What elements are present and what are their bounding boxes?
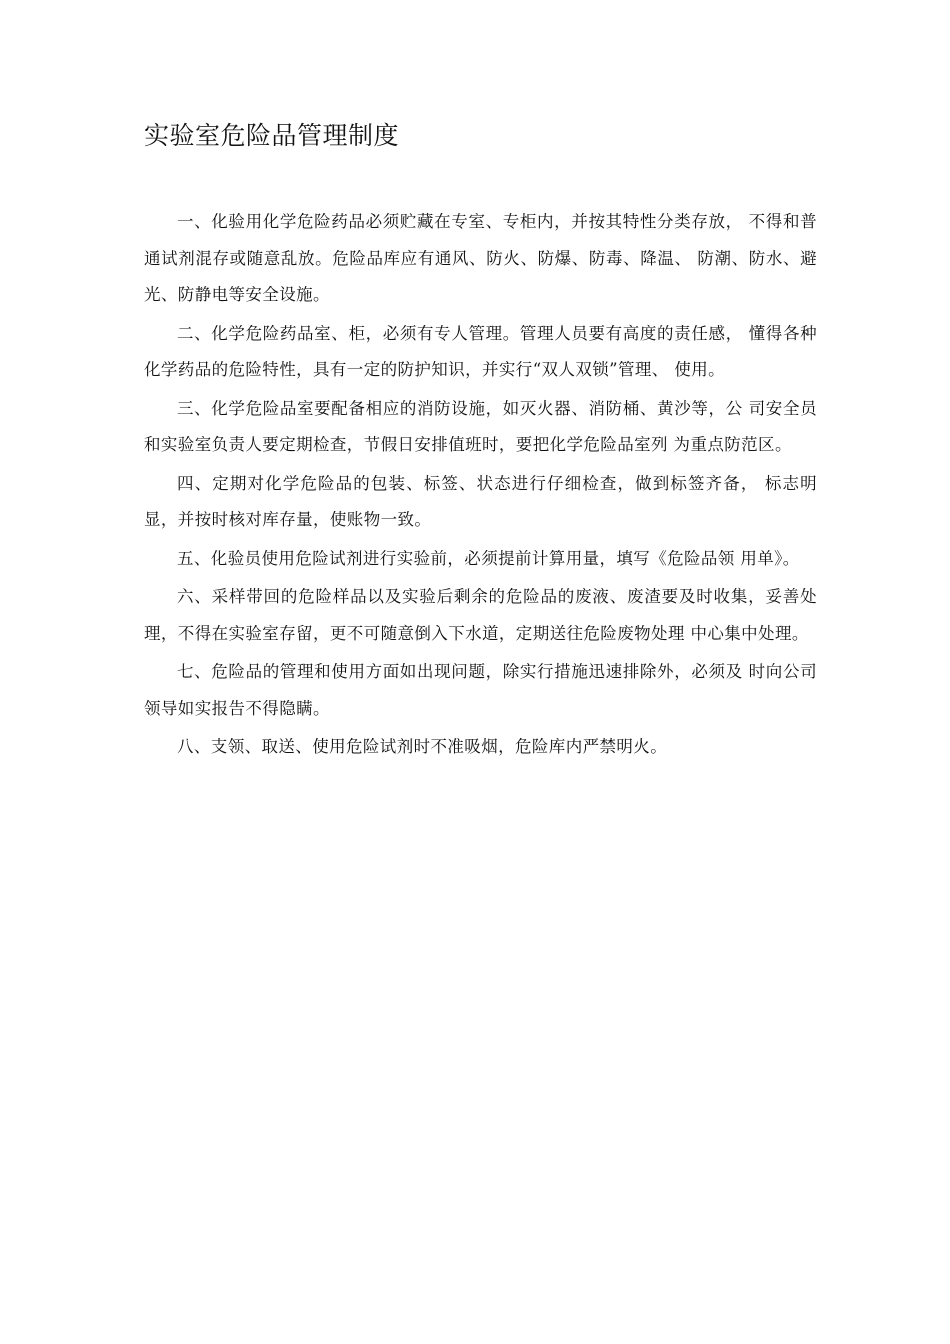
paragraph-3: 三、化学危险品室要配备相应的消防设施，如灭火器、消防桶、黄沙等，公 司安全员和实验室负责人要定期检查，节假日安排值班时，要把化学危险品室列 为重点防范区。 — [144, 398, 817, 454]
document-title: 实验室危险品管理制度 — [144, 121, 400, 150]
document-body — [144, 204, 817, 768]
paragraph-5: 五、化验员使用危险试剂进行实验前，必须提前计算用量，填写《危险品领 用单》。 — [177, 548, 800, 568]
paragraph-8: 八、支领、取送、使用危险试剂时不准吸烟，危险库内严禁明火。 — [177, 737, 668, 756]
paragraph-6: 六、采样带回的危险样品以及实验后剩余的危险品的废液、废渣要及时收集，妥善处理，不得在实验室存留，更不可随意倒入下水道，定期送往危险废物处理 中心集中处理。 — [144, 587, 817, 643]
paragraph-7: 七、危险品的管理和使用方面如出现问题，除实行措施迅速排除外，必须及 时向公司领导如实报告不得隐瞒。 — [144, 662, 817, 718]
paragraph-2: 二、化学危险药品室、柜，必须有专人管理。管理人员要有高度的责任感， 懂得各种化学药品的危险特性，具有一定的防护知识，并实行“双人双锁”管理、 使用。 — [144, 323, 817, 379]
paragraph-1: 一、化验用化学危险药品必须贮藏在专室、专柜内，并按其特性分类存放， 不得和普通试剂混存或随意乱放。危险品库应有通风、防火、防爆、防毒、降温、 防潮、防水、避光、防静电等安全设施。 — [144, 212, 817, 304]
paragraph-4: 四、定期对化学危险品的包装、标签、状态进行仔细检查，做到标签齐备， 标志明显，并按时核对库存量，使账物一致。 — [144, 473, 817, 529]
